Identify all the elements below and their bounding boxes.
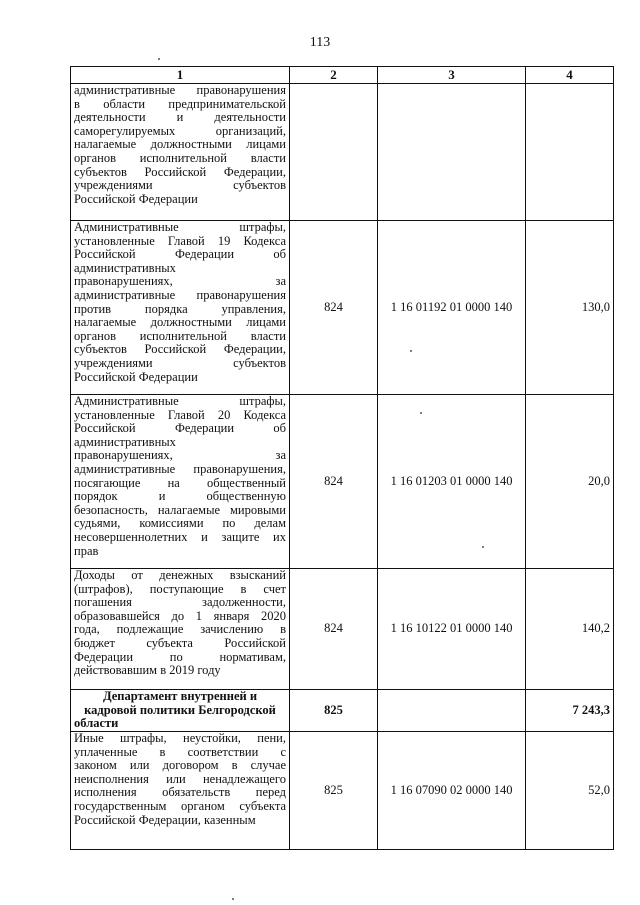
budget-code-cell: 1 16 07090 02 0000 140 (378, 732, 526, 850)
description-line: органов исполнительной власти (74, 150, 286, 165)
description-line: административные правонарушения (74, 287, 286, 302)
budget-code-cell: 1 16 01192 01 0000 140 (378, 221, 526, 395)
description-line: года, подлежащие зачислению в (74, 622, 286, 637)
budget-code-cell (378, 84, 526, 221)
table-row (71, 395, 614, 569)
description-line: неисполнения или ненадлежащего (74, 771, 286, 786)
description-line: деятельности и деятельности (74, 110, 286, 125)
budget-code-cell: 1 16 10122 01 0000 140 (378, 569, 526, 690)
col-header-1: 1 (71, 67, 290, 84)
description-line: административных (74, 260, 176, 275)
scan-speck (232, 898, 234, 900)
description-line: Российской Федерации об (74, 421, 286, 436)
scan-speck (410, 350, 412, 352)
description-line: области (74, 716, 119, 731)
department-row (71, 690, 614, 732)
admin-code-cell: 824 (290, 221, 378, 395)
description-cell (71, 569, 290, 690)
description-line: (штрафов), поступающие в счет (74, 581, 286, 596)
table-row (71, 569, 614, 690)
description-line: налагаемые должностными лицами (74, 315, 286, 330)
admin-code-cell: 825 (290, 732, 378, 850)
description-line: посягающие на общественный (74, 475, 286, 490)
amount-cell: 20,0 (526, 395, 614, 569)
description-line: образовавшейся до 1 января 2020 (74, 608, 286, 623)
description-line: правонарушениях, за (74, 448, 286, 463)
description-line: Российской Федерации, казенным (74, 812, 256, 827)
description-line: Российской Федерации об (74, 247, 286, 262)
description-line: уплаченные в соответствии с (74, 744, 286, 759)
description-line: несовершеннолетних и защите их (74, 529, 286, 544)
description-line: субъектов Российской Федерации, (74, 342, 286, 357)
description-line: порядок и общественную (74, 489, 286, 504)
amount-cell: 7 243,3 (526, 690, 614, 732)
description-line: кадровой политики Белгородской (84, 702, 276, 717)
description-line: налагаемые должностными лицами (74, 137, 286, 152)
description-line: субъектов Российской Федерации, (74, 164, 286, 179)
description-line: Административные штрафы, (74, 394, 286, 408)
description-line: против порядка управления, (74, 301, 286, 316)
scan-speck (158, 58, 160, 60)
amount-cell: 52,0 (526, 732, 614, 850)
description-line: государственным органом субъекта (74, 798, 286, 813)
col-header-2: 2 (290, 67, 378, 84)
table-row (71, 732, 614, 850)
description-line: прав (74, 543, 99, 558)
budget-code-cell: 1 16 01203 01 0000 140 (378, 395, 526, 569)
amount-cell: 130,0 (526, 221, 614, 395)
description-line: исполнения обязательств перед (74, 785, 286, 800)
description-line: Административные штрафы, (74, 220, 286, 234)
description-line: Доходы от денежных взысканий (74, 568, 286, 582)
description-line: административные правонарушения (74, 83, 286, 97)
description-line: установленные Главой 19 Кодекса (74, 233, 286, 248)
amount-cell (526, 84, 614, 221)
admin-code-cell: 824 (290, 395, 378, 569)
description-line: Федерации по нормативам, (74, 649, 286, 664)
description-cell (71, 395, 290, 569)
description-line: Российской Федерации (74, 369, 198, 384)
description-line: органов исполнительной власти (74, 328, 286, 343)
description-cell (71, 690, 290, 732)
amount-cell: 140,2 (526, 569, 614, 690)
description-line: административных (74, 434, 176, 449)
description-line: безопасность, налагаемые мировыми (74, 502, 286, 517)
admin-code-cell (290, 84, 378, 221)
scan-speck (420, 412, 422, 414)
description-line: бюджет субъекта Российской (74, 635, 286, 650)
scan-speck (482, 546, 484, 548)
description-line: судьями, комиссиями по делам (74, 516, 286, 531)
table-header-row (71, 67, 614, 84)
description-line: законом или договором в случае (74, 758, 286, 773)
description-line: учреждениями субъектов (74, 178, 286, 193)
admin-code-cell: 824 (290, 569, 378, 690)
description-line: правонарушениях, за (74, 274, 286, 289)
description-line: Иные штрафы, неустойки, пени, (74, 731, 286, 745)
description-cell (71, 84, 290, 221)
col-header-3: 3 (378, 67, 526, 84)
admin-code-cell: 825 (290, 690, 378, 732)
description-line: действовавшим в 2019 году (74, 663, 221, 678)
description-line: Российской Федерации (74, 191, 198, 206)
table-row (71, 221, 614, 395)
description-cell (71, 221, 290, 395)
description-line: саморегулируемых организаций, (74, 123, 286, 138)
description-line: административные правонарушения, (74, 461, 286, 476)
description-cell (71, 732, 290, 850)
description-line: Департамент внутренней и (102, 689, 258, 703)
description-line: погашения задолженности, (74, 595, 286, 610)
description-line: установленные Главой 20 Кодекса (74, 407, 286, 422)
revenue-table (70, 66, 614, 850)
col-header-4: 4 (526, 67, 614, 84)
table-row (71, 84, 614, 221)
description-line: в области предпринимательской (74, 96, 286, 111)
description-line: учреждениями субъектов (74, 355, 286, 370)
page-number: 113 (309, 35, 331, 50)
budget-code-cell (378, 690, 526, 732)
